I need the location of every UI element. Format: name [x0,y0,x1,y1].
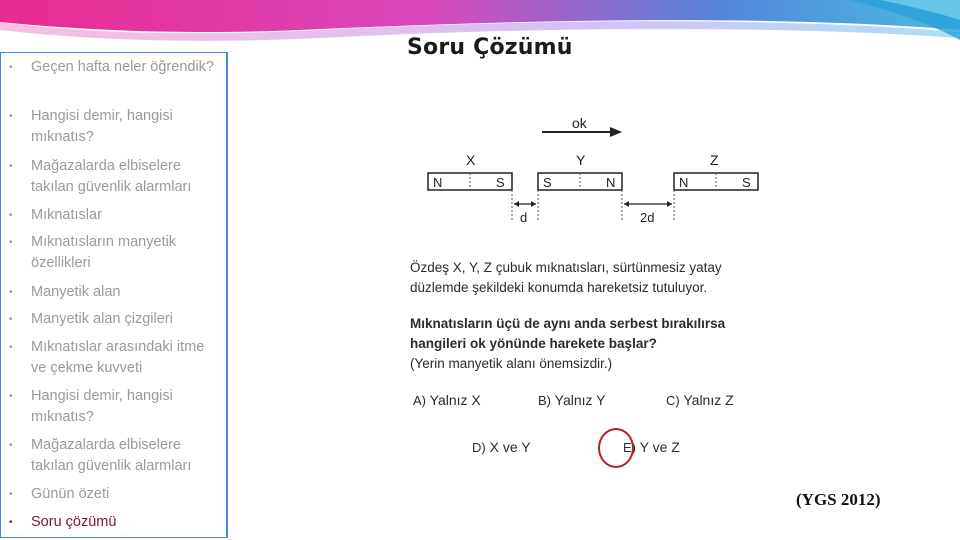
bullet-icon: • [9,342,13,353]
bullet-icon: • [9,161,13,172]
question-line: düzlemde şekildeki konumda hareketsiz tutuluyor. [410,280,708,295]
svg-text:S: S [543,175,552,190]
bullet-icon: • [9,62,13,73]
arrow-head-icon [610,127,622,137]
option-d[interactable]: D) X ve Y [472,439,531,455]
slide-title: Soru Çözümü [407,35,573,60]
question-prompt: Mıknatısların üçü de aynı anda serbest bırakılırsa [410,316,726,331]
magnet-y-label: Y [576,152,586,168]
magnet-x [428,173,512,190]
magnet-x-label: X [466,152,476,168]
svg-text:S: S [742,175,751,190]
magnet-y [538,173,622,190]
bullet-icon: • [9,440,13,451]
question-line: Özdeş X, Y, Z çubuk mıknatısları, sürtünmesiz yatay [410,260,722,275]
svg-text:N: N [433,175,443,190]
bullet-icon: • [9,210,13,221]
magnet-z [674,173,758,190]
option-e[interactable]: E) Y ve Z [623,439,680,455]
magnet-diagram [420,110,770,230]
question-note: (Yerin manyetik alanı önemsizdir.) [410,356,613,371]
option-c[interactable]: C) Yalnız Z [666,392,734,408]
bullet-icon: • [9,391,13,402]
option-b[interactable]: B) Yalnız Y [538,392,606,408]
arrow-label: ok [572,115,587,131]
bullet-icon: • [9,517,13,528]
gap-d-label: d [520,210,528,225]
bullet-icon: • [9,237,13,248]
gap-2d-label: 2d [640,210,655,225]
answer-marker-circle [598,428,634,468]
bullet-icon: • [9,111,13,122]
question-prompt: hangileri ok yönünde harekete başlar? [410,336,657,351]
agenda-sidebar: • Geçen hafta neler öğrendik? • Hangisi demir, hangisi mıknatıs? • Mağazalarda elbiselere takılan güvenlik alarmları • Mıknatıslar • Mıknatısların manyetik özellikleri • Manyetik alan • Manyetik alan çizgileri • Mıknatıslar arasındaki itme ve çekme kuvveti • Hangisi demir, hangisi mıknatıs? • Mağazalarda elbiselere takılan güvenlik alarmları • Günün özeti • Soru çözümü [0,52,228,538]
magnet-z-label: Z [710,152,719,168]
bullet-icon: • [9,287,13,298]
svg-text:S: S [496,175,505,190]
option-a[interactable]: A) Yalnız X [413,392,481,408]
svg-text:N: N [606,175,616,190]
bullet-icon: • [9,489,13,500]
svg-text:N: N [679,175,689,190]
bullet-icon: • [9,314,13,325]
question-source: (YGS 2012) [796,490,881,509]
